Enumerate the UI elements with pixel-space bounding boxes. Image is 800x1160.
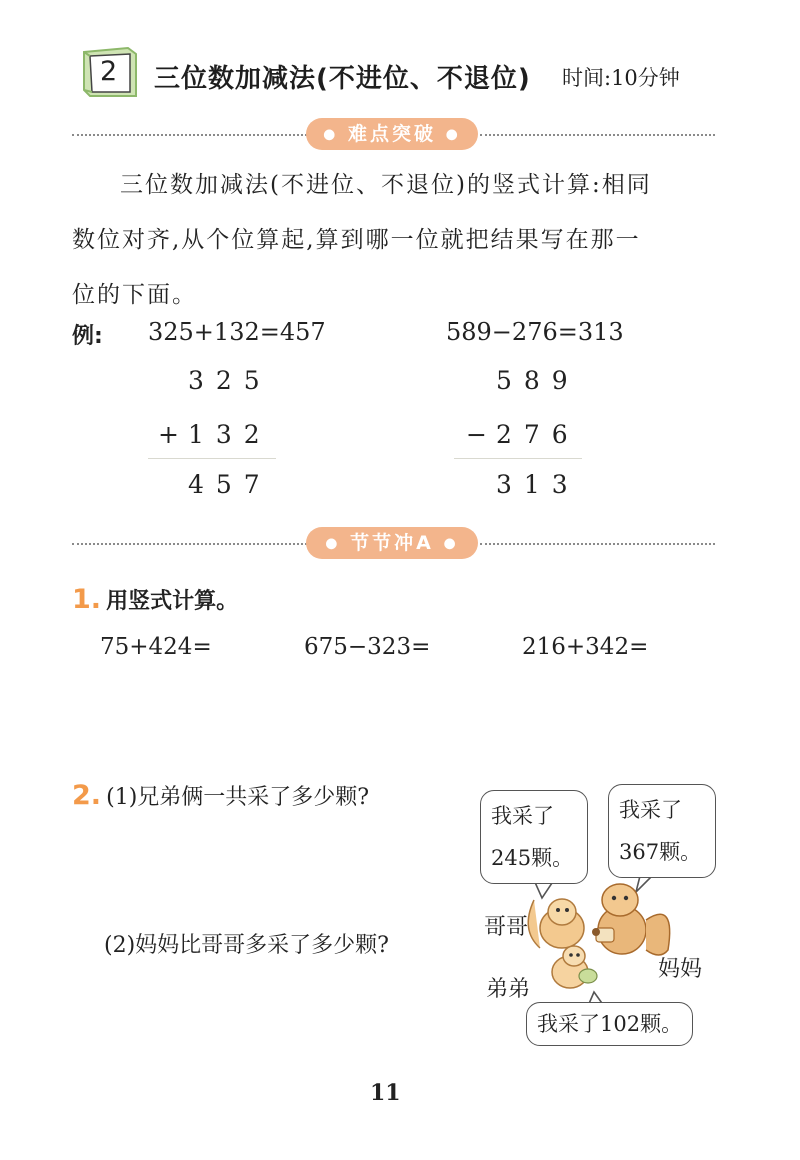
dotted-divider-left xyxy=(72,543,307,545)
question-part-1: (1)兄弟俩一共采了多少颗? xyxy=(106,785,370,810)
bubble-line: 367颗。 xyxy=(619,840,702,864)
bubble-line: 我采了 xyxy=(619,798,682,822)
bubble-line: 245颗。 xyxy=(491,846,574,870)
banner-dot-icon: ● xyxy=(443,535,459,552)
label-brother: 哥哥 xyxy=(484,915,529,940)
example-label: 例: xyxy=(72,324,103,349)
vertical-bottom-2: 276 xyxy=(496,420,580,449)
paragraph-line: 三位数加减法(不进位、不退位)的竖式计算:相同 xyxy=(120,172,652,198)
vertical-operator-2: − xyxy=(466,420,499,449)
lesson-number: 2 xyxy=(100,56,118,87)
question-number: 1. xyxy=(72,584,102,615)
label-mother: 妈妈 xyxy=(658,957,703,982)
banner-dot-icon: ● xyxy=(445,126,461,143)
banner-label: 节节冲A xyxy=(350,532,434,554)
vertical-top-1: 325 xyxy=(188,366,272,395)
speech-bubble-mother xyxy=(608,784,716,878)
lesson-title: 三位数加减法(不进位、不退位) xyxy=(154,64,531,94)
paragraph-line: 数位对齐,从个位算起,算到哪一位就把结果写在那一 xyxy=(72,227,641,253)
vertical-top-2: 589 xyxy=(496,366,580,395)
speech-bubble-brother xyxy=(480,790,588,884)
question-2 xyxy=(72,780,369,811)
vertical-operator-1: + xyxy=(158,420,191,449)
explanation-paragraph xyxy=(72,158,732,323)
section-banner-practice xyxy=(306,527,478,559)
section-banner-difficulty xyxy=(306,118,478,150)
vertical-result-1: 457 xyxy=(188,470,272,499)
question-text: 用竖式计算。 xyxy=(106,589,239,614)
label-younger-brother: 弟弟 xyxy=(486,977,531,1002)
banner-dot-icon: ● xyxy=(325,535,341,552)
vertical-bottom-1: 132 xyxy=(188,420,272,449)
dotted-divider-right xyxy=(480,134,715,136)
banner-label: 难点突破 xyxy=(347,123,436,145)
question-1 xyxy=(72,584,238,615)
vertical-line-2 xyxy=(454,458,582,459)
banner-dot-icon: ● xyxy=(323,126,339,143)
question-part-2: (2)妈妈比哥哥多采了多少颗? xyxy=(104,933,389,958)
vertical-line-1 xyxy=(148,458,276,459)
page-number: 11 xyxy=(370,1080,401,1106)
lesson-number-badge xyxy=(80,46,140,98)
dotted-divider-left xyxy=(72,134,307,136)
dotted-divider-right xyxy=(480,543,715,545)
example-equation-2: 589−276=313 xyxy=(446,318,624,346)
speech-bubble-younger-brother: 我采了102颗。 xyxy=(526,1002,693,1046)
vertical-result-2: 313 xyxy=(496,470,580,499)
bubble-line: 我采了 xyxy=(491,804,554,828)
exercise-item: 675−323= xyxy=(304,634,431,660)
exercise-item: 75+424= xyxy=(100,634,212,660)
example-equation-1: 325+132=457 xyxy=(148,318,326,346)
exercise-item: 216+342= xyxy=(522,634,649,660)
time-limit: 时间:10分钟 xyxy=(562,66,680,90)
squirrel-illustration xyxy=(470,780,730,1050)
question-number: 2. xyxy=(72,780,102,811)
paragraph-line: 位的下面。 xyxy=(72,282,197,308)
